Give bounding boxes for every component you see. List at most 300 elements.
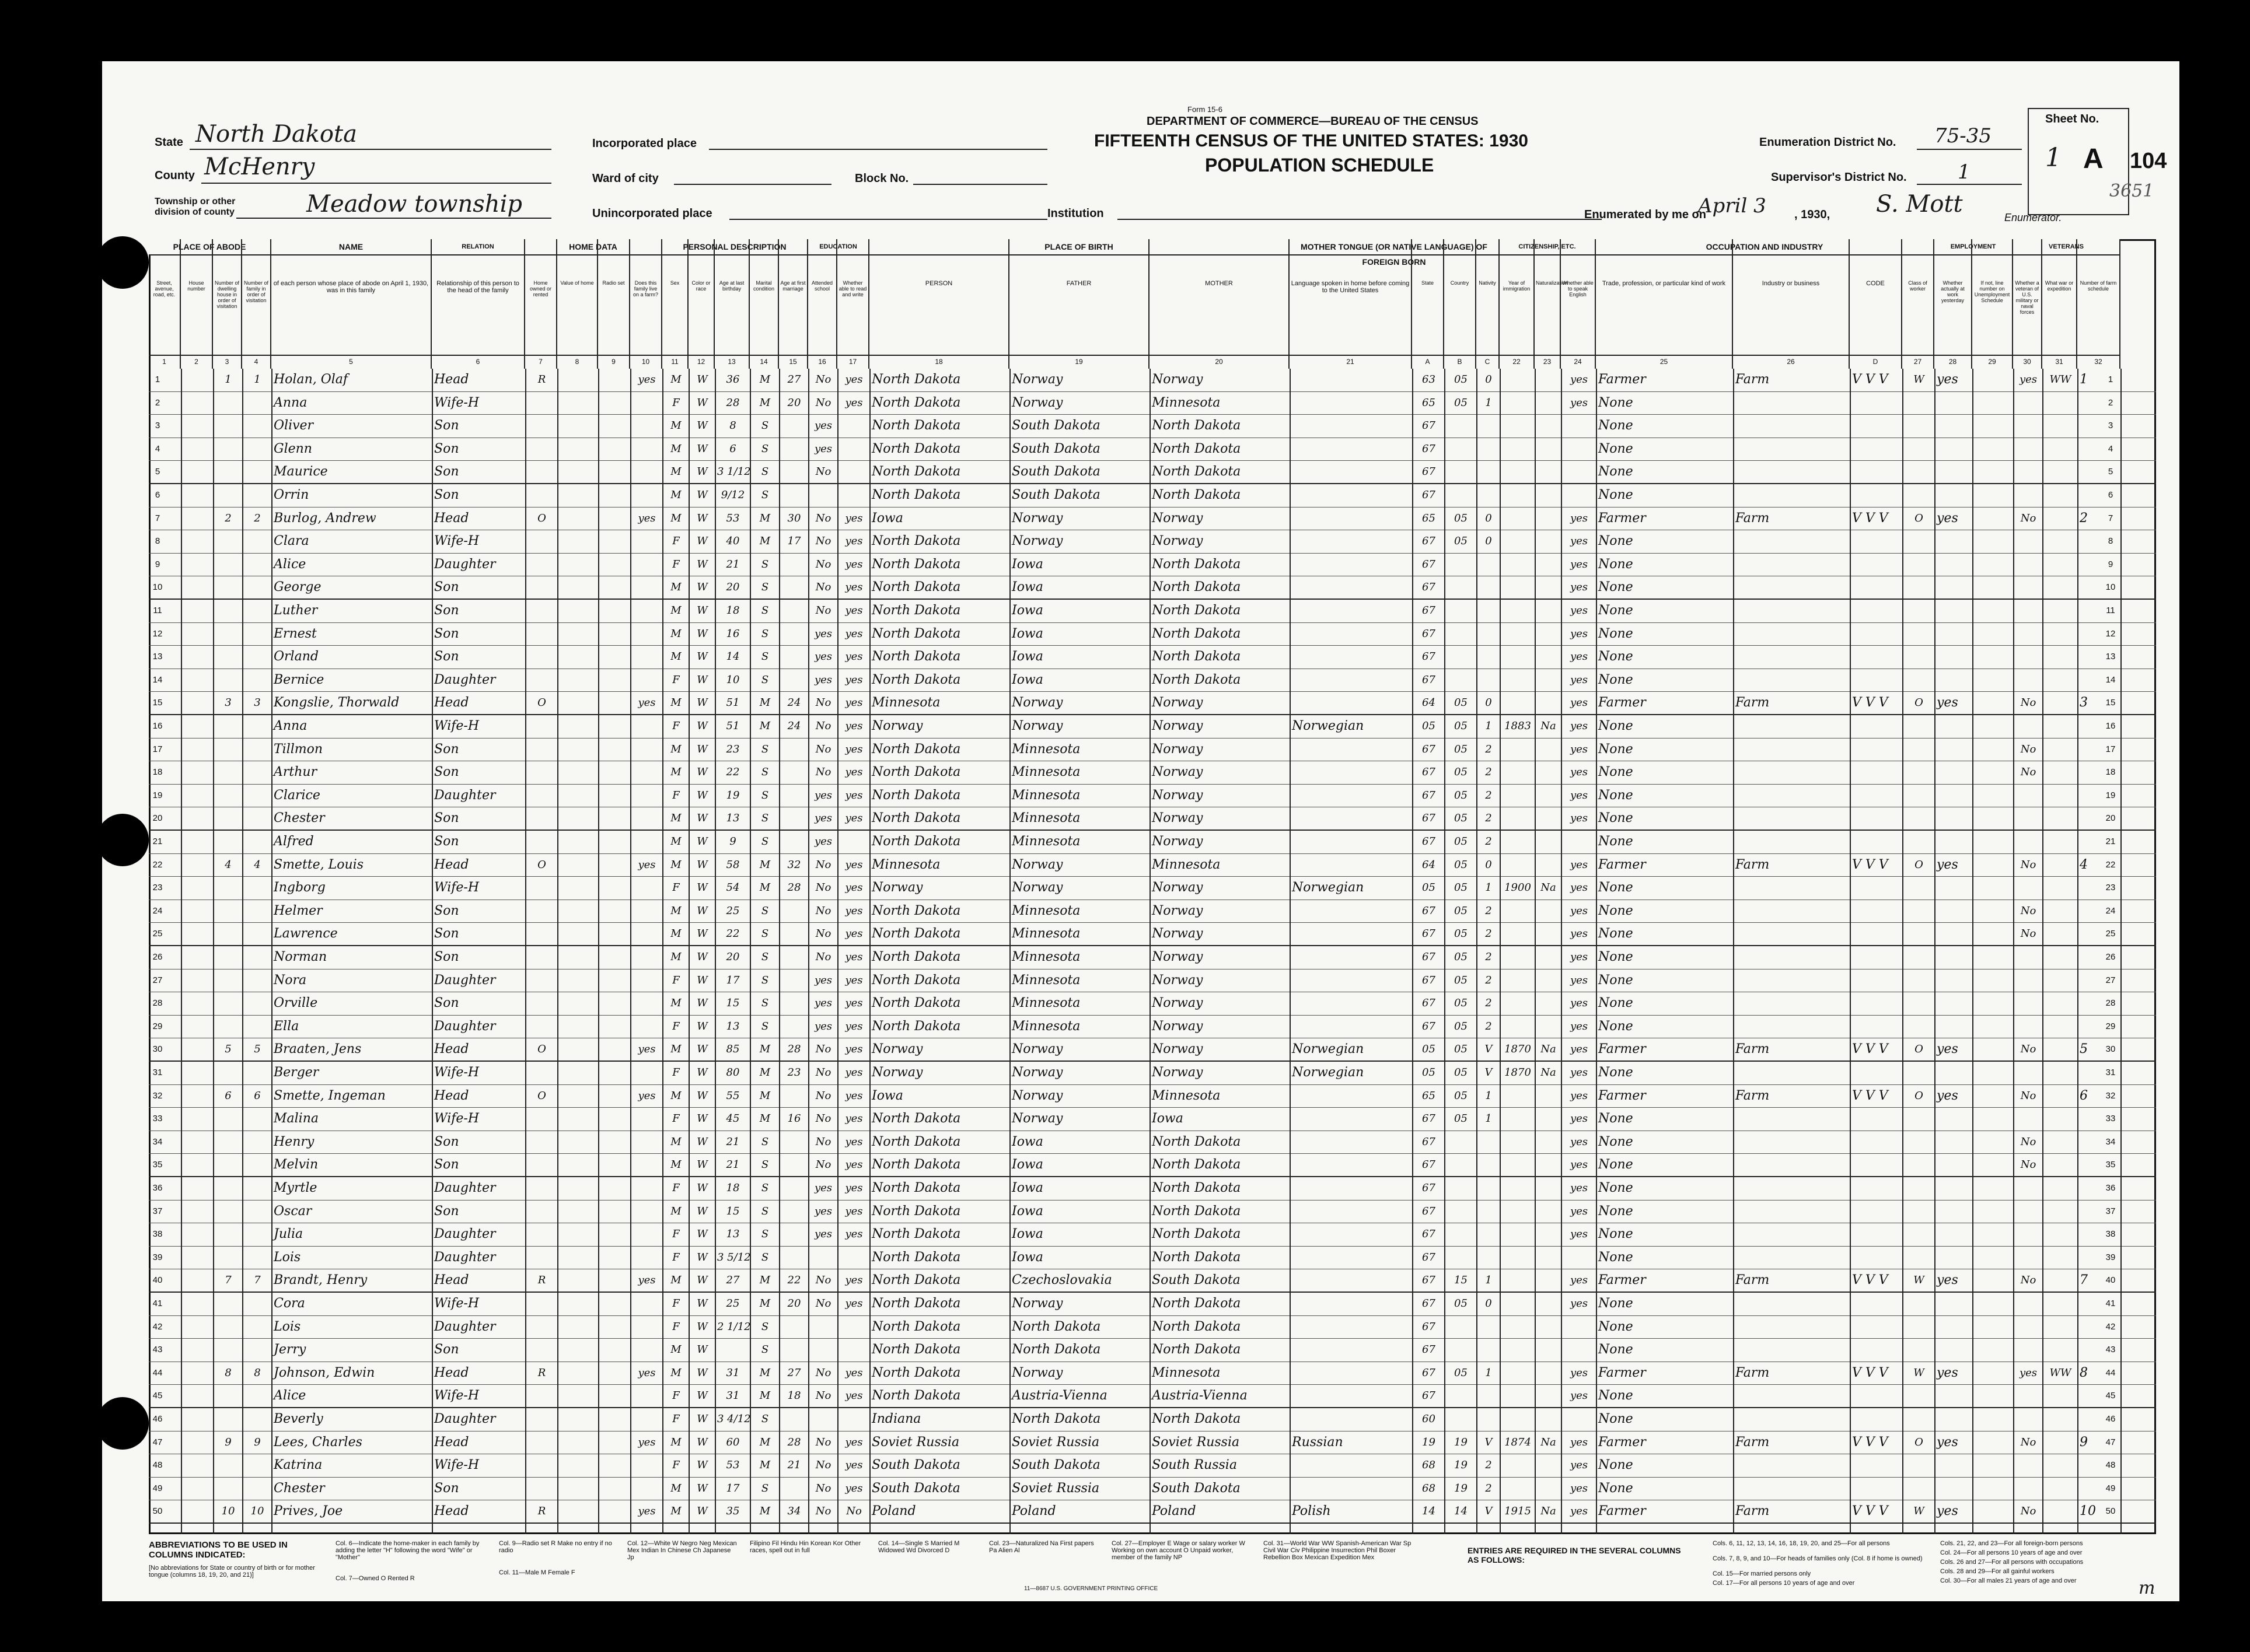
line-number-right: 40 bbox=[2105, 1275, 2116, 1286]
cell-name: Beverly bbox=[274, 1412, 323, 1426]
cell-work: yes bbox=[1937, 1365, 1958, 1380]
column-header-label: Color or race bbox=[691, 280, 711, 292]
column-header bbox=[662, 239, 689, 369]
cell-age: 51 bbox=[726, 720, 740, 732]
cell-age: 25 bbox=[726, 1297, 740, 1310]
table-row bbox=[149, 1131, 2156, 1154]
cell-cc bbox=[1479, 1247, 1498, 1269]
cell-ca: 67 bbox=[1422, 928, 1435, 940]
cell-ind bbox=[1735, 646, 1849, 668]
cell-cc: V bbox=[1484, 1043, 1493, 1056]
cell-fbp: Austria-Vienna bbox=[1012, 1388, 1107, 1404]
cell-mar: M bbox=[759, 881, 771, 894]
cell-fbp: Minnesota bbox=[1012, 765, 1081, 780]
cell-mar: M bbox=[759, 1066, 771, 1079]
cell-lang bbox=[1292, 1293, 1411, 1315]
cell-cls bbox=[1905, 554, 1933, 576]
cell-ind bbox=[1735, 992, 1849, 1015]
cell-fam bbox=[244, 623, 270, 646]
cell-farm bbox=[633, 738, 661, 761]
cell-farm bbox=[633, 1177, 661, 1200]
cell-lang bbox=[1292, 1385, 1411, 1407]
column-header bbox=[1850, 239, 1902, 369]
cell-code bbox=[1852, 923, 1901, 945]
line-number: 26 bbox=[152, 952, 163, 962]
line-number: 14 bbox=[152, 674, 163, 685]
cell-ca: 68 bbox=[1422, 1482, 1435, 1494]
cell-agem: 16 bbox=[787, 1112, 801, 1125]
cell-occ: None bbox=[1598, 1342, 1633, 1357]
cell-name: Braaten, Jens bbox=[274, 1042, 362, 1057]
column-header bbox=[1972, 239, 2013, 369]
county-label: County bbox=[155, 169, 195, 182]
cell-sex: F bbox=[672, 1228, 680, 1241]
table-row bbox=[149, 1500, 2156, 1524]
table-row bbox=[149, 508, 2156, 531]
cell-work bbox=[1937, 1016, 1971, 1038]
cell-rel: Wife-H bbox=[434, 1296, 480, 1311]
cell-mbp: South Dakota bbox=[1152, 1480, 1241, 1496]
cell-imm bbox=[1502, 623, 1533, 646]
cell-work bbox=[1937, 785, 1971, 807]
cell-lang: Norwegian bbox=[1292, 1042, 1364, 1057]
cell-ca: 67 bbox=[1422, 1251, 1435, 1264]
table-row bbox=[149, 1316, 2156, 1339]
cell-bp: North Dakota bbox=[872, 788, 961, 803]
cell-eng: yes bbox=[1570, 1390, 1588, 1402]
cell-sch: No bbox=[815, 1297, 831, 1310]
line-number-right: 45 bbox=[2105, 1391, 2116, 1401]
cell-vet bbox=[2015, 576, 2041, 598]
line-number-right: 21 bbox=[2105, 836, 2116, 846]
cell-sex: F bbox=[672, 1251, 680, 1264]
cell-work bbox=[1937, 831, 1971, 853]
cell-war bbox=[2045, 415, 2076, 438]
cell-name: Katrina bbox=[274, 1458, 323, 1473]
cell-eng: yes bbox=[1570, 1459, 1588, 1472]
cell-eng: yes bbox=[1570, 1020, 1588, 1032]
cell-ind bbox=[1735, 738, 1849, 761]
cell-mar: M bbox=[759, 1297, 771, 1310]
cell-nat bbox=[1537, 669, 1560, 692]
cell-fbp: North Dakota bbox=[1012, 1412, 1101, 1426]
column-rule bbox=[1934, 369, 1935, 1534]
cell-agem bbox=[781, 738, 807, 761]
cell-work bbox=[1937, 438, 1971, 461]
cell-ca: 67 bbox=[1422, 627, 1435, 640]
cell-occ: None bbox=[1598, 903, 1633, 918]
cell-imm bbox=[1502, 946, 1533, 969]
cell-sch: No bbox=[815, 1158, 831, 1171]
cell-ind bbox=[1735, 623, 1849, 646]
cell-ind bbox=[1735, 1177, 1849, 1200]
cell-cls bbox=[1905, 600, 1933, 622]
cell-ca: 67 bbox=[1422, 789, 1435, 802]
entries-6: Col. 24—For all persons 10 years of age and over bbox=[1940, 1549, 2083, 1556]
table-row bbox=[149, 785, 2156, 808]
column-number: 23 bbox=[1535, 355, 1560, 369]
line-number-right: 25 bbox=[2105, 929, 2116, 939]
cell-dw bbox=[215, 1316, 241, 1339]
entries-8: Cols. 28 and 29—For all gainful workers bbox=[1940, 1568, 2055, 1575]
cell-nat bbox=[1537, 392, 1560, 415]
cell-war bbox=[2045, 1269, 2076, 1292]
cell-war bbox=[2045, 970, 2076, 992]
cell-mbp: Norway bbox=[1152, 510, 1203, 526]
cell-eng: yes bbox=[1570, 1135, 1588, 1148]
cell-imm bbox=[1502, 461, 1533, 483]
cell-fbp: Iowa bbox=[1012, 556, 1043, 572]
cell-mbp: Minnesota bbox=[1152, 857, 1221, 872]
cell-work bbox=[1937, 1131, 1971, 1154]
cell-vet bbox=[2015, 484, 2041, 507]
cell-agem bbox=[781, 785, 807, 807]
cell-imm bbox=[1502, 1269, 1533, 1292]
cell-cc: 2 bbox=[1485, 1482, 1492, 1494]
cell-ind bbox=[1735, 785, 1849, 807]
cell-name: Holan, Olaf bbox=[274, 372, 348, 387]
cell-mbp: North Dakota bbox=[1152, 649, 1241, 664]
cell-agem: 27 bbox=[787, 1366, 801, 1379]
cell-mar: S bbox=[761, 928, 769, 940]
column-number: 2 bbox=[181, 355, 212, 369]
cell-sex: M bbox=[670, 1274, 682, 1287]
cell-fam bbox=[244, 392, 270, 415]
cell-rd: yes bbox=[845, 881, 863, 894]
column-header bbox=[432, 239, 525, 369]
cell-war bbox=[2045, 1085, 2076, 1108]
cell-sch: No bbox=[815, 604, 831, 617]
entries-3: Col. 15—For married persons only bbox=[1713, 1570, 1811, 1577]
cell-own bbox=[527, 461, 556, 483]
cell-agem bbox=[781, 1085, 807, 1108]
cell-ca: 67 bbox=[1422, 997, 1435, 1010]
cell-vet bbox=[2015, 877, 2041, 900]
cell-imm bbox=[1502, 854, 1533, 877]
cell-fam bbox=[244, 761, 270, 784]
cell-war bbox=[2045, 1293, 2076, 1315]
column-rule bbox=[1902, 369, 1903, 1534]
cell-mbp: Norway bbox=[1152, 972, 1203, 988]
column-header-label: House number bbox=[187, 280, 205, 292]
supervisor-value: 1 bbox=[1958, 160, 1971, 184]
cell-war bbox=[2045, 877, 2076, 900]
entries-5: Cols. 21, 22, and 23—For all foreign-born persons bbox=[1940, 1540, 2083, 1547]
table-row bbox=[149, 854, 2156, 877]
cell-ca: 65 bbox=[1422, 396, 1435, 409]
cell-farm bbox=[633, 669, 661, 692]
cell-race: W bbox=[697, 1182, 708, 1194]
cell-war bbox=[2045, 1432, 2076, 1454]
cell-agem bbox=[781, 669, 807, 692]
cell-ind bbox=[1735, 900, 1849, 923]
cell-work: yes bbox=[1937, 372, 1958, 387]
cell-bp: Minnesota bbox=[872, 695, 941, 710]
cell-fam bbox=[244, 669, 270, 692]
cell-ca: 60 bbox=[1422, 1413, 1435, 1425]
cell-ca: 67 bbox=[1422, 419, 1435, 432]
cell-ca: 67 bbox=[1422, 581, 1435, 594]
cell-race: W bbox=[697, 1366, 708, 1379]
column-header-label: Does this family live on a farm? bbox=[633, 280, 659, 298]
line-number-right: 28 bbox=[2105, 998, 2116, 1009]
column-header bbox=[1934, 239, 1972, 369]
cell-work bbox=[1937, 1454, 1971, 1477]
cell-fbp: Norway bbox=[1012, 719, 1063, 733]
cell-cc bbox=[1479, 1154, 1498, 1176]
column-number: 11 bbox=[662, 355, 687, 369]
cell-age: 15 bbox=[726, 997, 740, 1010]
cell-age: 21 bbox=[726, 558, 740, 570]
cell-ca: 67 bbox=[1422, 1112, 1435, 1125]
cell-vet: No bbox=[2020, 858, 2036, 871]
cell-code bbox=[1852, 1108, 1901, 1130]
cell-sch: No bbox=[815, 766, 831, 779]
cell-name: Myrtle bbox=[274, 1181, 317, 1195]
cell-mbp: Norway bbox=[1152, 996, 1203, 1011]
cell-agem: 27 bbox=[787, 373, 801, 386]
line-number-right: 16 bbox=[2105, 721, 2116, 731]
cell-cb bbox=[1447, 1200, 1475, 1223]
cell-age: 40 bbox=[726, 535, 740, 548]
cell-code bbox=[1852, 623, 1901, 646]
cell-sex: F bbox=[672, 974, 680, 986]
cell-ind bbox=[1735, 1247, 1849, 1269]
cell-age: 21 bbox=[726, 1135, 740, 1148]
cell-rd: yes bbox=[845, 1020, 863, 1032]
cell-mbp: North Dakota bbox=[1152, 672, 1241, 687]
cell-fbp: Minnesota bbox=[1012, 741, 1081, 757]
cell-race: W bbox=[697, 928, 708, 940]
cell-age: 20 bbox=[726, 581, 740, 594]
cell-mbp: North Dakota bbox=[1152, 1134, 1241, 1149]
institution-label: Institution bbox=[1047, 207, 1104, 220]
cell-fam bbox=[244, 1131, 270, 1154]
cell-cb bbox=[1447, 1316, 1475, 1339]
cell-agem bbox=[781, 923, 807, 945]
cell-fam bbox=[244, 1454, 270, 1477]
cell-lang bbox=[1292, 508, 1411, 530]
cell-sch: No bbox=[815, 696, 831, 709]
cell-occ: None bbox=[1598, 395, 1633, 410]
cell-race: W bbox=[697, 812, 708, 825]
cell-name: Orrin bbox=[274, 488, 309, 502]
cell-work bbox=[1937, 1408, 1971, 1431]
cell-name: Orville bbox=[274, 996, 318, 1011]
column-rule bbox=[630, 369, 631, 1534]
cell-mbp: Norway bbox=[1152, 695, 1203, 710]
cell-sex: M bbox=[670, 650, 682, 663]
cell-eng: yes bbox=[1570, 1182, 1588, 1194]
cell-imm: 1900 bbox=[1504, 881, 1531, 894]
county-value: McHenry bbox=[204, 153, 315, 180]
cell-lang bbox=[1292, 738, 1411, 761]
cell-occ: None bbox=[1598, 1181, 1633, 1195]
cell-war bbox=[2045, 600, 2076, 622]
cell-imm: 1915 bbox=[1504, 1505, 1531, 1518]
cell-nat bbox=[1537, 554, 1560, 576]
cell-bp: Norway bbox=[872, 880, 923, 895]
cell-fbp: South Dakota bbox=[1012, 464, 1100, 480]
cell-cc bbox=[1479, 1200, 1498, 1223]
cell-cls: O bbox=[1914, 858, 1923, 871]
cell-occ: None bbox=[1598, 672, 1633, 687]
cell-dw bbox=[215, 1339, 241, 1362]
supervisor-label: Supervisor's District No. bbox=[1771, 171, 1907, 184]
cell-bp: North Dakota bbox=[872, 441, 961, 456]
cell-sex: M bbox=[670, 1158, 682, 1171]
cell-ind bbox=[1735, 1200, 1849, 1223]
cell-sch: yes bbox=[814, 419, 833, 432]
cell-work bbox=[1937, 1478, 1971, 1500]
cell-code bbox=[1852, 761, 1901, 784]
cell-fbp: Norway bbox=[1012, 1065, 1063, 1080]
cell-vet bbox=[2015, 1062, 2041, 1084]
cell-ind: Farm bbox=[1735, 1273, 1770, 1288]
cell-code bbox=[1852, 484, 1901, 507]
column-rule bbox=[242, 369, 243, 1534]
cell-war bbox=[2045, 1316, 2076, 1339]
cell-code: V V V bbox=[1852, 1088, 1888, 1103]
cell-imm bbox=[1502, 554, 1533, 576]
cell-sex: F bbox=[672, 1459, 680, 1472]
cell-age: 31 bbox=[726, 1366, 740, 1379]
cell-rd: yes bbox=[845, 558, 863, 570]
cell-vet bbox=[2015, 946, 2041, 969]
cell-ca: 67 bbox=[1422, 835, 1435, 848]
cell-eng: yes bbox=[1570, 881, 1588, 894]
cell-sch: yes bbox=[814, 789, 833, 802]
cell-occ: Farmer bbox=[1598, 857, 1646, 872]
column-rule bbox=[598, 369, 599, 1534]
column-rule bbox=[1444, 369, 1445, 1534]
cell-code bbox=[1852, 646, 1901, 668]
cell-occ: Farmer bbox=[1598, 1504, 1646, 1519]
line-number-right: 43 bbox=[2105, 1345, 2116, 1355]
cell-sch: No bbox=[815, 558, 831, 570]
cell-rel: Son bbox=[434, 950, 459, 964]
cell-farm: yes bbox=[638, 1505, 656, 1518]
cell-rel: Son bbox=[434, 1342, 459, 1357]
column-number: 7 bbox=[525, 355, 556, 369]
line-number-right: 26 bbox=[2105, 952, 2116, 962]
cell-bp: North Dakota bbox=[872, 811, 961, 826]
cell-mar: S bbox=[761, 835, 769, 848]
cell-mbp: North Dakota bbox=[1152, 1296, 1241, 1311]
group-header: MOTHER TONGUE (OR NATIVE LANGUAGE) OF FOREIGN BORN bbox=[1290, 239, 1500, 256]
cell-vet bbox=[2015, 1385, 2041, 1407]
cell-agem bbox=[781, 992, 807, 1015]
cell-vet bbox=[2015, 831, 2041, 853]
cell-name: Helmer bbox=[274, 903, 323, 918]
column-rule bbox=[1535, 369, 1536, 1534]
ward-label: Ward of city bbox=[592, 172, 659, 185]
cell-fam bbox=[244, 530, 270, 553]
column-header-label: Attended school bbox=[811, 280, 833, 292]
cell-eng: yes bbox=[1570, 373, 1588, 386]
cell-race: W bbox=[697, 1436, 708, 1448]
cell-cc bbox=[1479, 1177, 1498, 1200]
column-header-label: Age at first marriage bbox=[780, 280, 806, 292]
cell-rd: yes bbox=[845, 512, 863, 524]
cell-nat bbox=[1537, 900, 1560, 923]
cell-dw bbox=[215, 669, 241, 692]
cell-eng: yes bbox=[1570, 1436, 1588, 1448]
cell-occ: None bbox=[1598, 580, 1633, 595]
column-number: 8 bbox=[557, 355, 597, 369]
cell-agem bbox=[781, 438, 807, 461]
cell-ca: 63 bbox=[1422, 373, 1435, 386]
cell-ca: 67 bbox=[1422, 743, 1435, 755]
unincorporated-line bbox=[729, 219, 1047, 220]
cell-lang bbox=[1292, 785, 1411, 807]
cell-farm: yes bbox=[638, 512, 656, 524]
cell-age: 23 bbox=[726, 743, 740, 755]
cell-fam bbox=[244, 554, 270, 576]
cell-cb bbox=[1447, 1154, 1475, 1176]
cell-cc: 1 bbox=[1485, 396, 1492, 409]
cell-farm: yes bbox=[638, 696, 656, 709]
cell-agem: 22 bbox=[787, 1274, 801, 1287]
cell-mar: S bbox=[761, 650, 769, 663]
cell-farm bbox=[633, 1154, 661, 1176]
census-sheet bbox=[102, 61, 2179, 1601]
cell-agem: 23 bbox=[787, 1066, 801, 1079]
line-number-right: 9 bbox=[2108, 559, 2113, 569]
cell-farm bbox=[633, 1200, 661, 1223]
cell-ind bbox=[1735, 1293, 1849, 1315]
cell-mar: S bbox=[761, 1158, 769, 1171]
cell-fbp: Norway bbox=[1012, 1296, 1063, 1311]
cell-cc: 2 bbox=[1485, 974, 1492, 986]
cell-age: 13 bbox=[726, 1020, 740, 1032]
cell-fbp: Iowa bbox=[1012, 1134, 1043, 1149]
cell-eng: yes bbox=[1570, 928, 1588, 940]
cell-dw: 2 bbox=[225, 512, 232, 524]
cell-age: 8 bbox=[729, 419, 736, 432]
cell-sch: No bbox=[815, 951, 831, 963]
cell-age: 80 bbox=[726, 1066, 740, 1079]
cell-eng: yes bbox=[1570, 951, 1588, 963]
cell-work bbox=[1937, 392, 1971, 415]
abbrev-col6: Col. 6—Indicate the home-maker in each family by adding the letter "H" following the word "Wife" or "Mother" bbox=[336, 1540, 480, 1561]
cell-lang bbox=[1292, 392, 1411, 415]
table-row bbox=[149, 1432, 2156, 1455]
cell-agem bbox=[781, 1131, 807, 1154]
cell-sex: M bbox=[670, 766, 682, 779]
cell-own bbox=[527, 1339, 556, 1362]
abbrev-col23: Col. 23—Naturalized Na First papers Pa Alien Al bbox=[989, 1540, 1094, 1554]
cell-fam: 6 bbox=[254, 1089, 261, 1102]
line-number: 35 bbox=[152, 1160, 163, 1170]
sheet-letter: A bbox=[2083, 144, 2104, 174]
table-row bbox=[149, 392, 2156, 415]
cell-vet bbox=[2015, 970, 2041, 992]
abbrev-col12: Col. 12—White W Negro Neg Mexican Mex Indian In Chinese Ch Japanese Jp bbox=[627, 1540, 737, 1561]
cell-own bbox=[527, 1316, 556, 1339]
cell-mbp: Minnesota bbox=[1152, 395, 1221, 410]
cell-age: 3 4/12 bbox=[717, 1413, 751, 1425]
cell-cb: 05 bbox=[1454, 696, 1468, 709]
cell-fam bbox=[244, 877, 270, 900]
line-number: 6 bbox=[155, 490, 160, 500]
cell-cb: 14 bbox=[1454, 1505, 1468, 1518]
column-rule bbox=[2042, 369, 2043, 1534]
cell-vet: No bbox=[2020, 1135, 2036, 1148]
abbrev-col14: Col. 14—Single S Married M Widowed Wd Divorced D bbox=[878, 1540, 960, 1554]
line-number-right: 7 bbox=[2108, 513, 2113, 523]
column-header bbox=[213, 239, 242, 369]
